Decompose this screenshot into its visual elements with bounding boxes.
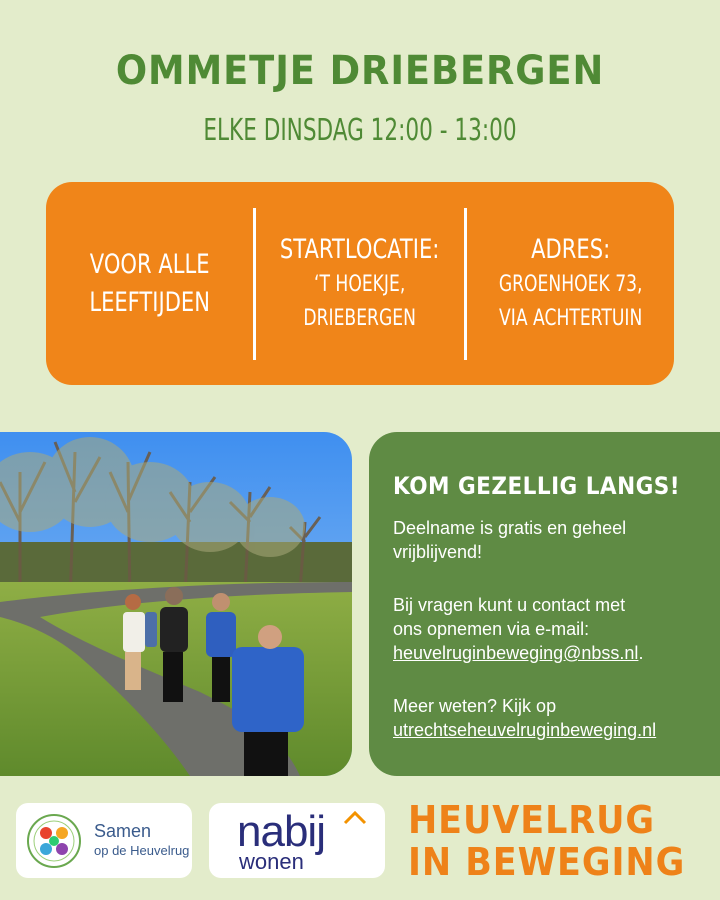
- page-title: OMMETJE DRIEBERGEN: [115, 48, 605, 94]
- heuvelrug-logo-line2: IN BEWEGING: [408, 840, 686, 884]
- samen-op-de-heuvelrug-logo: [16, 803, 192, 878]
- info-address-line2: VIA ACHTERTUIN: [498, 305, 642, 331]
- callout-website-line1: Meer weten? Kijk op: [393, 696, 557, 716]
- nabij-logo-line2: wonen: [239, 849, 304, 874]
- info-age-line1: VOOR ALLE: [89, 248, 210, 280]
- callout-paragraph-free: [393, 516, 713, 564]
- nabij-wonen-roof-icon: [343, 809, 367, 825]
- info-age-line2: LEEFTIJDEN: [89, 286, 210, 318]
- callout-contact-line1: Bij vragen kunt u contact met: [393, 595, 626, 615]
- callout-title: KOM GEZELLIG LANGS!: [393, 472, 681, 500]
- info-address-line1: GROENHOEK 73,: [498, 271, 643, 297]
- info-startlocation-line1: ‘T HOEKJE,: [314, 271, 406, 297]
- park-walk-illustration: [0, 432, 352, 776]
- info-address-heading: ADRES:: [530, 233, 610, 265]
- email-suffix: .: [638, 643, 644, 663]
- callout-panel: [369, 432, 720, 776]
- info-address: [467, 232, 674, 336]
- callout-contact-line2: ons opnemen via e-mail:: [393, 619, 590, 639]
- info-startlocation-heading: STARTLOCATIE:: [280, 233, 440, 265]
- callout-paragraph-contact: [393, 593, 713, 665]
- info-banner: [46, 182, 674, 385]
- samen-logo-line2: op de Heuvelrug: [94, 843, 190, 858]
- samen-logo-line1: Samen: [94, 821, 152, 841]
- page-subtitle: ELKE DINSDAG 12:00 - 13:00: [203, 113, 517, 148]
- samen-op-de-heuvelrug-logo-icon: [24, 811, 84, 871]
- walking-group-photo: [0, 432, 352, 776]
- info-startlocation: [256, 232, 463, 336]
- info-startlocation-line2: DRIEBERGEN: [303, 305, 417, 331]
- nabij-logo-line1: nabij: [237, 807, 325, 856]
- website-link[interactable]: utrechtseheuvelruginbeweging.nl: [393, 720, 657, 740]
- heuvelrug-logo-line1: HEUVELRUG: [408, 798, 656, 842]
- email-link[interactable]: heuvelruginbeweging@nbss.nl: [393, 643, 639, 663]
- nabij-wonen-logo: [209, 803, 385, 878]
- callout-free-line1: Deelname is gratis en geheel: [393, 518, 627, 538]
- info-age: [46, 246, 253, 322]
- callout-paragraph-website: [393, 694, 713, 742]
- callout-free-line2: vrijblijvend!: [393, 542, 483, 562]
